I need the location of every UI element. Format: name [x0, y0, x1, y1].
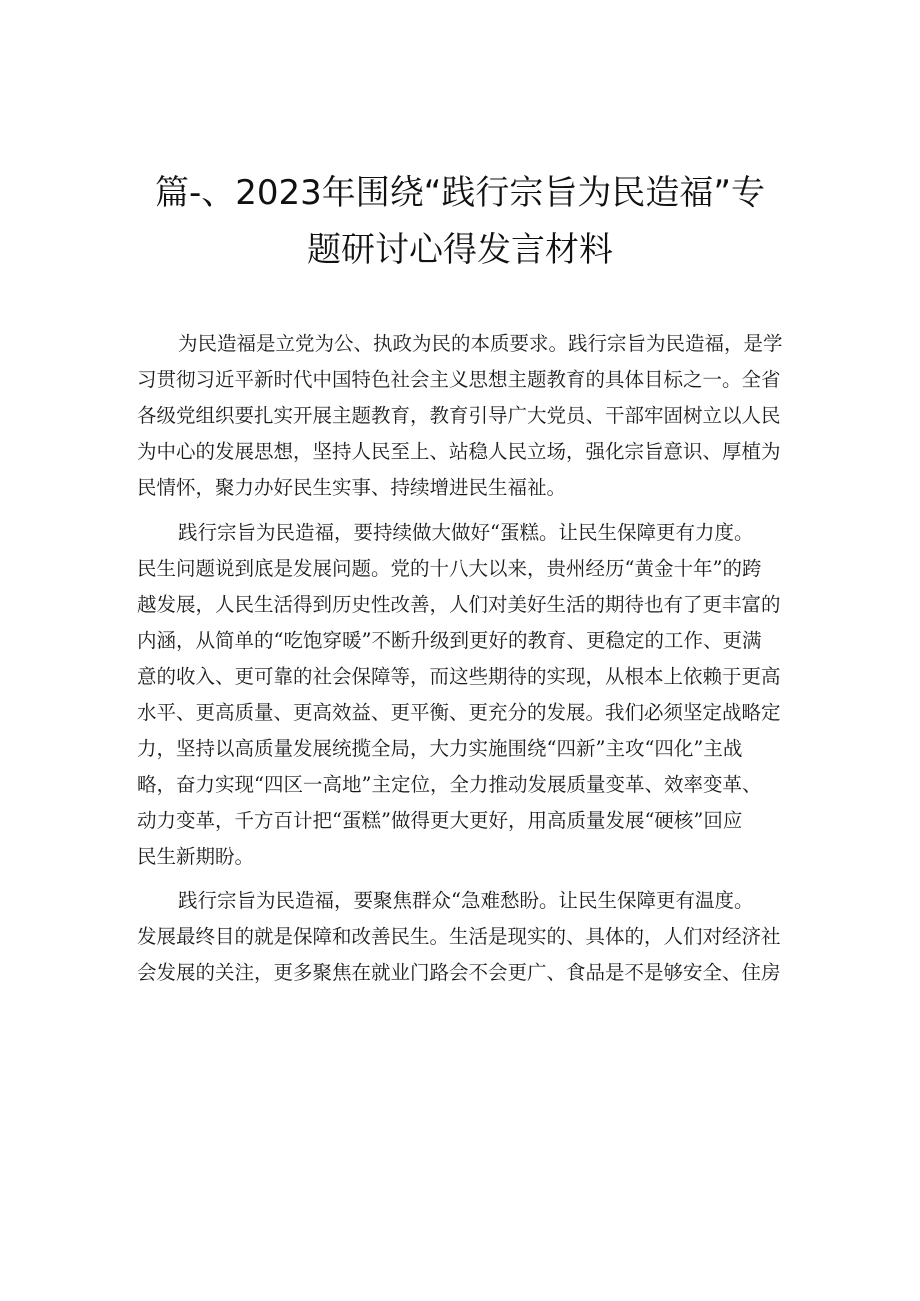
text-line: 为中心的发展思想，坚持人民至上、站稳人民立场，强化宗旨意识、厚植为 [137, 440, 781, 463]
text-line: 民生问题说到底是发展问题。党的十八大以来，贵州经历“黄金十年”的跨 [137, 556, 762, 580]
text-line: 践行宗旨为民造福，要持续做大做好“蛋糕。让民生保障更有力度。 [178, 520, 754, 544]
paragraph-1 [137, 326, 797, 506]
text-line: 民生新期盼。 [137, 844, 255, 868]
text-line: 动力变革，千方百计把“蛋糕”做得更大更好，用高质量发展“硬核”回应 [137, 808, 743, 832]
text-line: 践行宗旨为民造福，要聚焦群众“急难愁盼。让民生保障更有温度。 [178, 889, 754, 912]
paragraph-3 [137, 883, 797, 991]
text-line: 民情怀，聚力办好民生实事、持续增进民生福祉。 [137, 476, 567, 499]
text-line: 略，奋力实现“四区一高地”主定位，全力推动发展质量变革、效率变革、 [137, 772, 762, 796]
text-line: 力，坚持以高质量发展统揽全局，大力实施围绕“四新”主攻“四化”主战 [137, 736, 743, 760]
title-line: 篇-、2023年围绕“践行宗旨为民造福”专 [154, 173, 766, 213]
paragraph-2 [137, 515, 797, 875]
title-line: 题研讨心得发言材料 [307, 230, 613, 270]
text-line: 各级党组织要扎实开展主题教育，教育引导广大党员、干部牢固树立以人民 [137, 404, 781, 427]
text-line: 意的收入、更可靠的社会保障等，而这些期待的实现，从根本上依赖于更高 [137, 664, 781, 688]
text-line: 为民造福是立党为公、执政为民的本质要求。践行宗旨为民造福，是学 [178, 332, 783, 355]
text-line: 会发展的关注，更多聚焦在就业门路会不会更广、食品是不是够安全、住房 [137, 961, 781, 984]
text-line: 越发展，人民生活得到历史性改善，人们对美好生活的期待也有了更丰富的 [137, 592, 781, 616]
text-line: 水平、更高质量、更高效益、更平衡、更充分的发展。我们必须坚定战略定 [137, 700, 781, 724]
document-title [120, 165, 800, 279]
text-line: 发展最终目的就是保障和改善民生。生活是现实的、具体的，人们对经济社 [137, 925, 781, 948]
text-line: 内涵，从简单的“吃饱穿暖”不断升级到更好的教育、更稳定的工作、更满 [137, 628, 762, 652]
document-body [137, 326, 797, 1000]
text-line: 习贯彻习近平新时代中国特色社会主义思想主题教育的具体目标之一。全省 [137, 368, 781, 391]
